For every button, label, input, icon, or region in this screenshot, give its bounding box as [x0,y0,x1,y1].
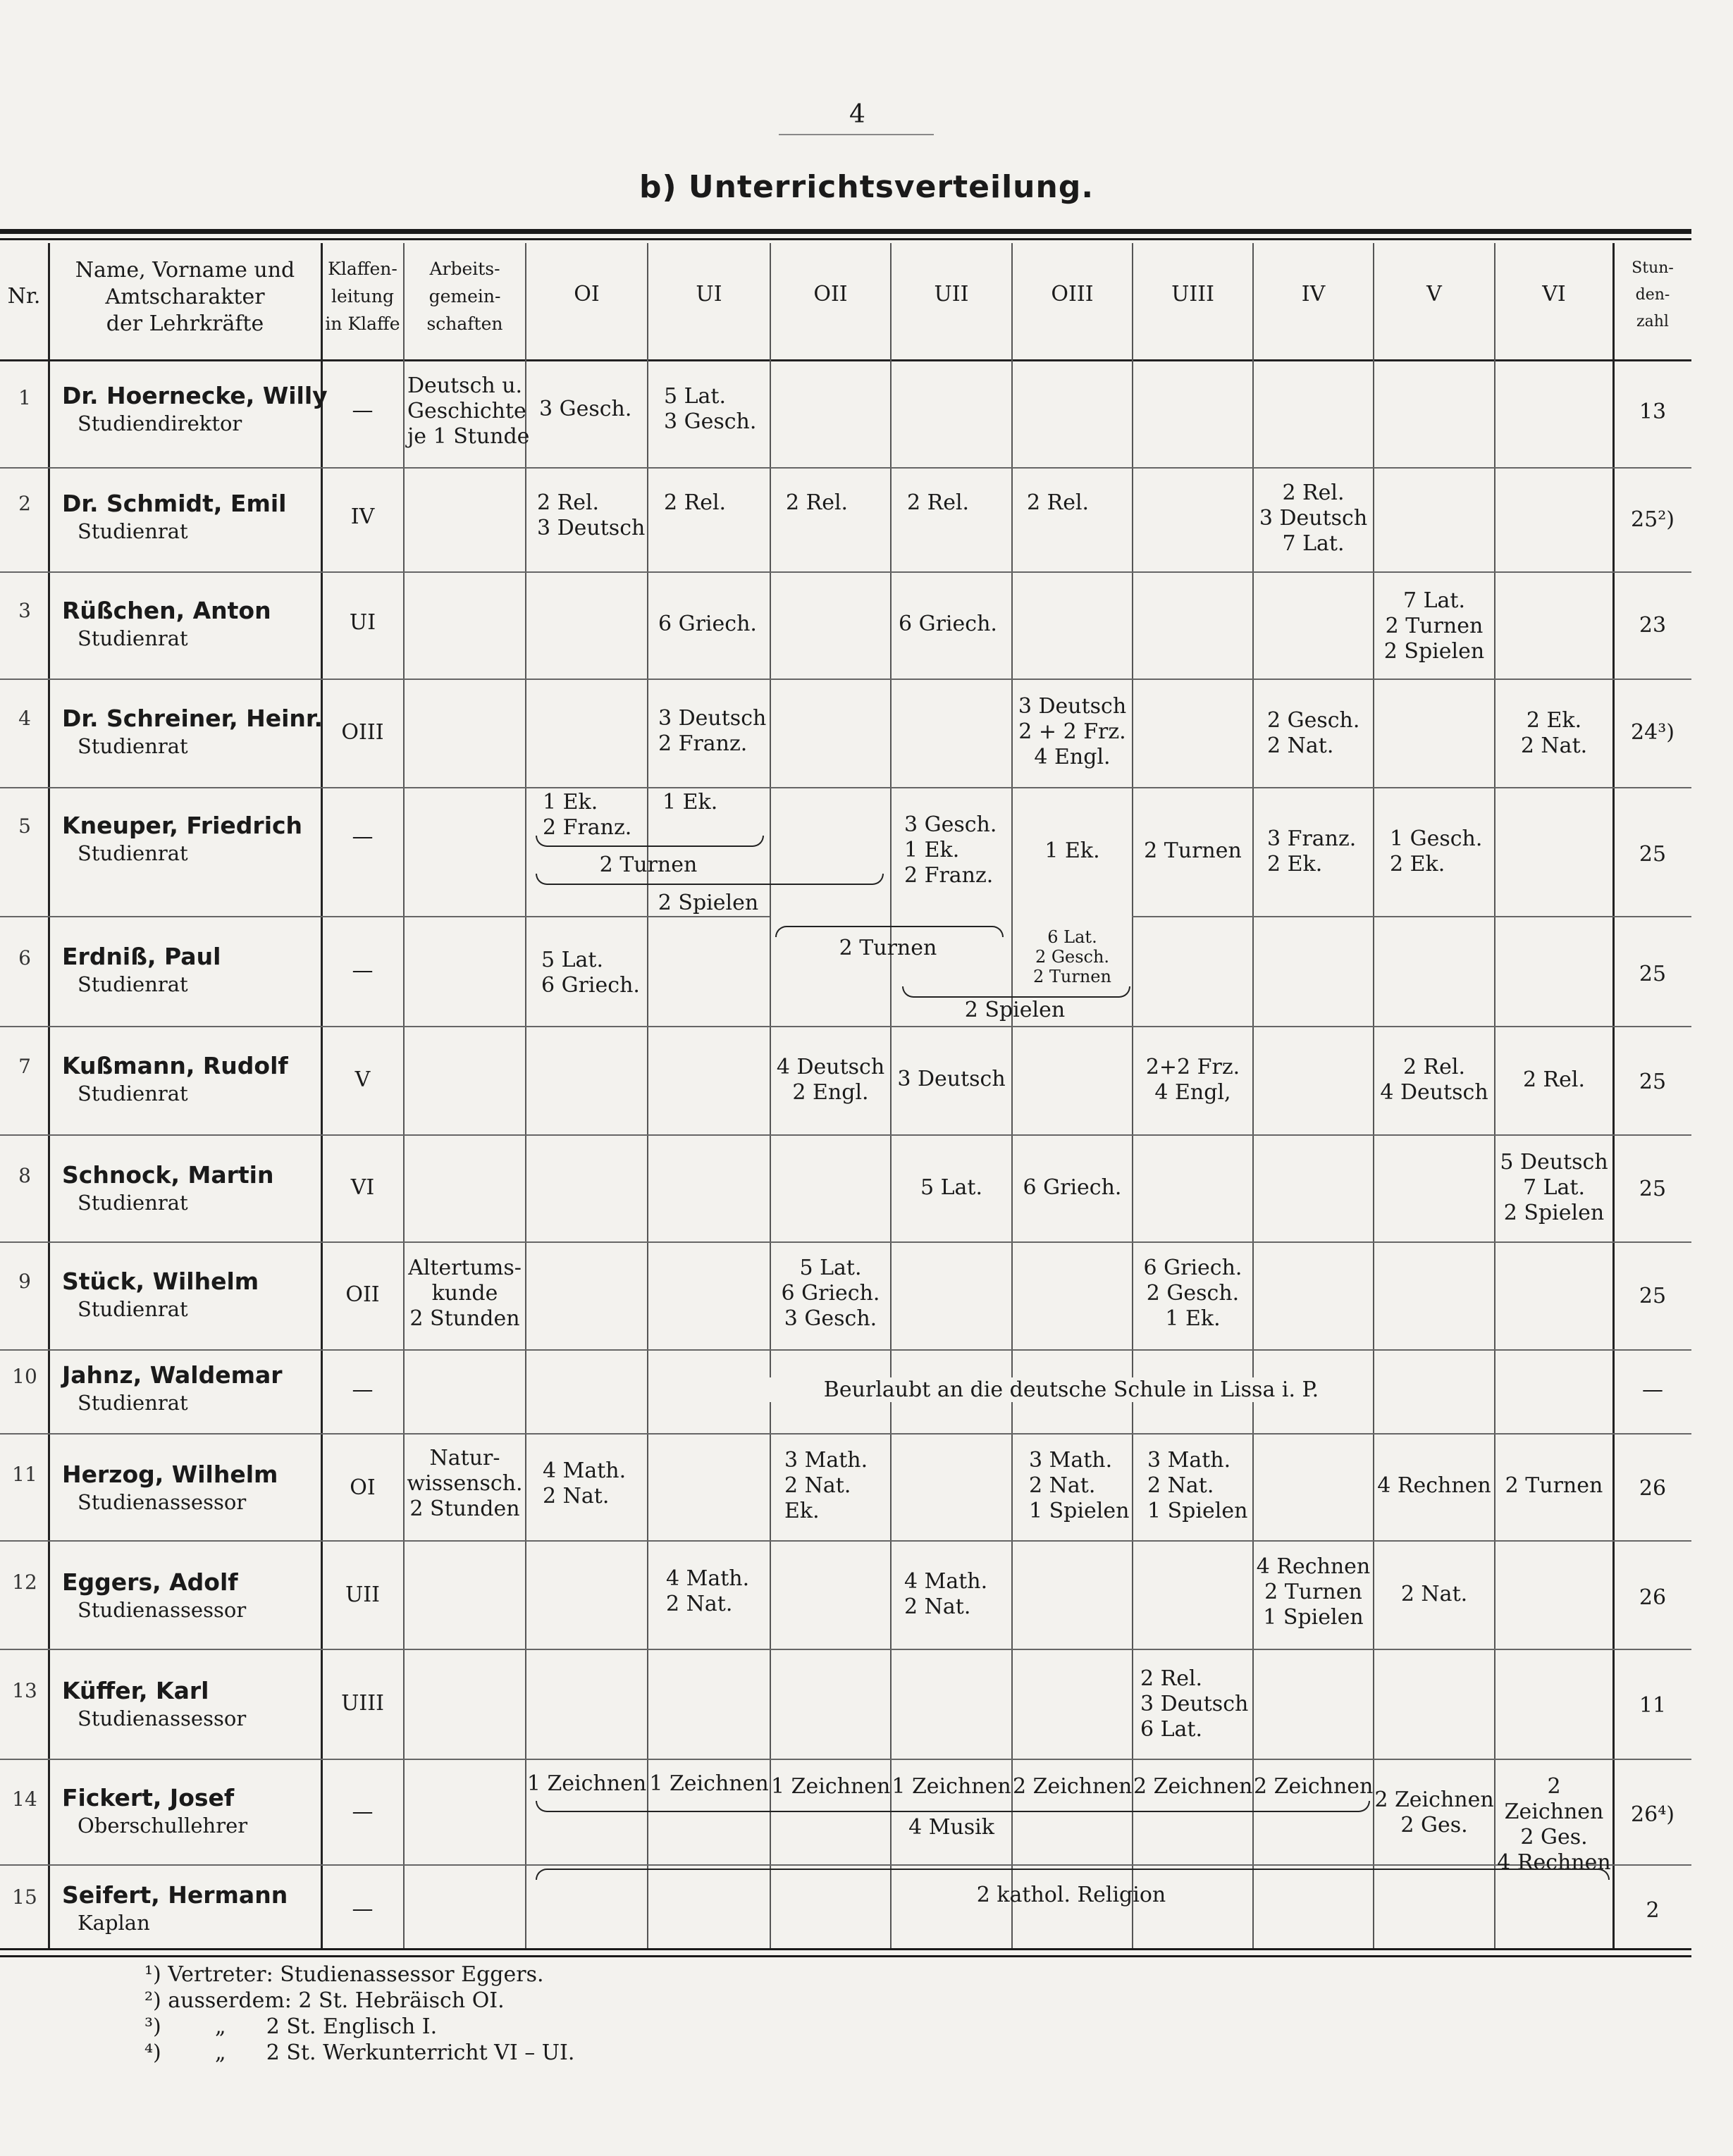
row-number: 13 [12,1679,37,1702]
teacher-name: Erdniß, Paul [62,943,221,970]
teacher-rank: Oberschullehrer [78,1814,248,1838]
class-leadership: UII [345,1582,380,1607]
row-separator [0,1241,1691,1243]
teacher-name: Küffer, Karl [62,1677,209,1704]
row-number: 2 [18,492,31,515]
header-klasse: Klaffen- leitung in Klaffe [325,259,400,334]
teacher-rank: Studienrat [78,1297,188,1321]
hours-total: 25²) [1631,507,1675,532]
lesson-cell: 3 Deutsch 2 Franz. [658,706,767,756]
page-number: 4 [849,100,865,129]
row-separator [0,1026,1691,1027]
teacher-name: Schnock, Martin [62,1161,274,1189]
span-lesson: 2 Spielen [658,891,759,915]
lesson-cell: 1 Ek. [662,790,718,814]
span-brace [536,874,884,885]
row-number: 7 [18,1055,31,1078]
class-leadership: — [352,1377,374,1402]
row-separator [0,1433,1691,1435]
row-number: 5 [18,814,31,838]
column-divider [525,243,526,1948]
row-separator [0,1349,1691,1351]
row-number: 6 [18,946,31,969]
header-nr: Nr. [7,284,41,309]
hours-total: — [1642,1377,1663,1402]
hours-total: 25 [1639,842,1667,867]
teacher-rank: Studienrat [78,519,188,543]
row-separator [0,679,1691,680]
teacher-name: Stück, Wilhelm [62,1268,259,1295]
class-leadership: OII [345,1282,380,1307]
class-leadership: — [352,958,374,983]
lesson-cell: 7 Lat. 2 Turnen 2 Spielen [1383,588,1485,664]
class-leadership: — [352,398,374,423]
lesson-cell: 2 Zeichnen [1254,1774,1374,1799]
hours-total: 25 [1639,1070,1667,1094]
class-leadership: UIII [341,1691,384,1716]
row-separator [0,467,1691,469]
teacher-name: Kneuper, Friedrich [62,812,303,839]
lesson-cell: 4 Rechnen [1377,1473,1491,1498]
hours-total: 26 [1639,1476,1667,1501]
lesson-cell: 2 Turnen [1144,838,1242,863]
lesson-cell: 6 Griech. [899,612,997,636]
lesson-cell: 3 Math. 2 Nat. Ek. [784,1448,868,1523]
teacher-rank: Studienassessor [78,1598,247,1622]
leave-note: Beurlaubt an die deutsche Schule in Lissa i. P. [770,1377,1373,1402]
lesson-cell: 2 Turnen [1505,1473,1603,1498]
row-number: 14 [12,1788,37,1811]
lesson-cell: 3 Math. 2 Nat. 1 Spielen [1029,1448,1130,1523]
span-lesson: 2 Turnen [599,853,698,877]
row-number: 10 [12,1365,37,1388]
class-leadership: V [354,1067,371,1092]
footnote: ³) „ 2 St. Englisch I. [144,2014,438,2039]
table-top-rule [0,229,1691,234]
class-leadership: — [352,824,374,849]
teacher-rank: Studienassessor [78,1706,247,1730]
lesson-cell: 2 Rel. 3 Deutsch [537,490,646,540]
class-leadership: IV [350,504,375,529]
row-number: 9 [18,1270,31,1293]
hours-total: 26 [1639,1585,1667,1610]
teacher-rank: Studienrat [78,1391,188,1415]
lesson-cell: 2 Rel. [1027,490,1090,515]
span-brace [536,836,764,847]
teacher-name: Fickert, Josef [62,1784,235,1811]
lesson-cell: 2 Rel. [664,490,727,515]
lesson-cell: 5 Deutsch 7 Lat. 2 Spielen [1500,1150,1608,1225]
lesson-cell: 2 Rel. [1522,1067,1586,1092]
row-number: 1 [18,386,31,409]
column-divider [890,243,892,1948]
hours-total: 23 [1639,613,1667,638]
lesson-cell: 5 Lat. 6 Griech. [541,948,640,998]
header-class-v: V [1426,282,1442,306]
teacher-name: Dr. Schreiner, Heinr. [62,705,323,732]
lesson-cell: 1 Zeichnen [526,1771,647,1796]
header-class-oii: OII [813,282,848,306]
footnote: ¹) Vertreter: Studienassessor Eggers. [144,1962,544,1987]
header-class-uiii: UIII [1171,282,1214,306]
teacher-rank: Studienrat [78,734,188,758]
class-leadership: — [352,1897,374,1921]
teacher-rank: Studiendirektor [78,411,242,435]
column-divider [1612,243,1615,1948]
header-class-uii: UII [934,282,969,306]
teacher-rank: Studienrat [78,1191,188,1215]
lesson-cell: 1 Zeichnen [649,1771,769,1796]
lesson-cell: 2 Rel. 4 Deutsch [1380,1055,1488,1105]
lesson-cell: 2+2 Frz. 4 Engl, [1145,1055,1240,1105]
working-group: Natur- wissensch. 2 Stunden [407,1446,523,1521]
teacher-rank: Studienrat [78,972,188,996]
teacher-name: Kußmann, Rudolf [62,1052,288,1079]
header-class-iv: IV [1301,282,1326,306]
lesson-cell: 5 Lat. 6 Griech. 3 Gesch. [781,1256,880,1331]
lesson-cell: 4 Deutsch 2 Engl. [776,1055,885,1105]
header-class-oi: OI [574,282,600,306]
hours-total: 24³) [1631,720,1675,745]
span-brace [536,1801,1370,1812]
column-divider [1494,243,1495,1948]
header-separator [0,359,1691,361]
row-number: 8 [18,1164,31,1187]
row-separator [0,916,770,917]
table-bottom-rule-2 [0,1955,1691,1957]
lesson-cell: 2 Rel. [786,490,849,515]
header-class-vi: VI [1542,282,1566,306]
hours-total: 26⁴) [1631,1802,1675,1827]
row-separator [0,1759,1691,1760]
header-class-ui: UI [696,282,722,306]
teacher-name: Seifert, Hermann [62,1881,288,1909]
lesson-cell: 3 Deutsch 2 + 2 Frz. 4 Engl. [1018,694,1127,769]
lesson-cell: 5 Lat. 3 Gesch. [664,384,757,434]
lesson-cell: 5 Lat. [920,1175,983,1200]
row-number: 15 [12,1885,37,1909]
lesson-cell: 2 Zeichnen 2 Ges. [1374,1788,1494,1838]
teacher-rank: Kaplan [78,1911,150,1935]
teacher-name: Dr. Hoernecke, Willy [62,382,328,409]
class-leadership: VI [350,1175,375,1200]
span-lesson: 4 Musik [908,1815,994,1840]
lesson-cell: 3 Math. 2 Nat. 1 Spielen [1147,1448,1248,1523]
teacher-name: Rüßchen, Anton [62,597,271,624]
class-leadership: OIII [341,720,384,745]
lesson-cell: 4 Math. 2 Nat. [543,1458,627,1508]
span-lesson: 2 Spielen [964,998,1066,1022]
lesson-cell: 6 Lat. 2 Gesch. 2 Turnen [1033,927,1111,986]
table-top-rule-thin [0,238,1691,240]
class-leadership: — [352,1799,374,1824]
lesson-cell: 1 Ek. 2 Franz. [543,790,632,840]
hours-total: 2 [1646,1898,1660,1923]
row-separator [0,1649,1691,1650]
row-separator [0,787,1691,788]
hours-total: 25 [1639,1284,1667,1308]
lesson-cell: 6 Griech. [658,612,757,636]
header-name: Name, Vorname und Amtscharakter der Lehrkräfte [75,258,295,336]
lesson-cell: 2 Zeichnen [1013,1774,1133,1799]
hours-total: 25 [1639,962,1667,986]
row-separator [1132,916,1691,917]
page-title: b) Unterrichtsverteilung. [639,169,1094,205]
lesson-cell: 3 Gesch. 1 Ek. 2 Franz. [904,812,997,888]
teacher-rank: Studienrat [78,1082,188,1105]
column-divider [647,243,648,1948]
class-leadership: OI [350,1475,376,1500]
teacher-rank: Studienassessor [78,1490,247,1514]
lesson-cell: 2 Rel. [907,490,970,515]
working-group: Deutsch u. Geschichte je 1 Stunde [407,373,530,449]
class-leadership: UI [349,610,376,635]
row-separator [0,571,1691,573]
lesson-cell: 1 Ek. [1044,838,1100,863]
teacher-name: Herzog, Wilhelm [62,1461,278,1488]
span-brace [902,986,1130,998]
lesson-cell: 2 Ek. 2 Nat. [1520,708,1588,758]
column-divider [403,243,405,1948]
page-number-rule [779,134,934,135]
header-arbeit: Arbeits- gemein- schaften [426,259,503,334]
lesson-cell: 2 Zeichnen 2 Ges. 4 Rechnen [1497,1774,1611,1875]
lesson-cell: 2 Gesch. 2 Nat. [1267,708,1360,758]
row-number: 12 [12,1570,37,1594]
row-separator [0,1864,1691,1866]
lesson-cell: 2 Zeichnen [1133,1774,1253,1799]
lesson-cell: 3 Deutsch [897,1067,1006,1091]
row-separator [0,1540,1691,1542]
footnote: ⁴) „ 2 St. Werkunterricht VI – UI. [144,2040,575,2065]
header-class-oiii: OIII [1051,282,1094,306]
span-lesson: 2 Turnen [839,936,937,960]
table-bottom-rule [0,1948,1691,1950]
lesson-cell: 3 Franz. 2 Ek. [1267,826,1357,876]
teacher-name: Dr. Schmidt, Emil [62,490,287,517]
lesson-cell: 2 Rel. 3 Deutsch 7 Lat. [1259,481,1368,556]
teacher-name: Jahnz, Waldemar [62,1361,283,1389]
teacher-name: Eggers, Adolf [62,1568,238,1596]
lesson-cell: 2 Nat. [1400,1582,1468,1606]
lesson-cell: 1 Zeichnen [892,1774,1011,1799]
row-number: 4 [18,707,31,730]
lesson-cell: 1 Zeichnen [771,1774,891,1799]
header-stunden: Stun- den- zahl [1632,259,1674,330]
span-brace [536,1869,1610,1880]
teacher-rank: Studienrat [78,841,188,865]
row-number: 11 [12,1463,37,1486]
row-number: 3 [18,599,31,622]
lesson-cell: 6 Griech. [1023,1175,1122,1200]
lesson-cell: 1 Gesch. 2 Ek. [1390,826,1483,876]
hours-total: 13 [1639,399,1667,424]
lesson-cell: 4 Rechnen 2 Turnen 1 Spielen [1256,1554,1371,1630]
lesson-cell: 2 Rel. 3 Deutsch 6 Lat. [1140,1666,1249,1742]
lesson-cell: 4 Math. 2 Nat. [666,1566,750,1616]
column-divider [1011,243,1013,1948]
hours-total: 11 [1639,1693,1667,1718]
lesson-cell: 4 Math. 2 Nat. [904,1569,988,1619]
span-lesson: 2 kathol. Religion [976,1883,1166,1907]
lesson-cell: 6 Griech. 2 Gesch. 1 Ek. [1143,1256,1242,1331]
hours-total: 25 [1639,1177,1667,1201]
teacher-rank: Studienrat [78,626,188,650]
working-group: Altertums- kunde 2 Stunden [408,1256,522,1331]
lesson-cell: 3 Gesch. [539,397,632,421]
row-separator [0,1134,1691,1136]
footnote: ²) ausserdem: 2 St. Hebräisch OI. [144,1988,505,2013]
